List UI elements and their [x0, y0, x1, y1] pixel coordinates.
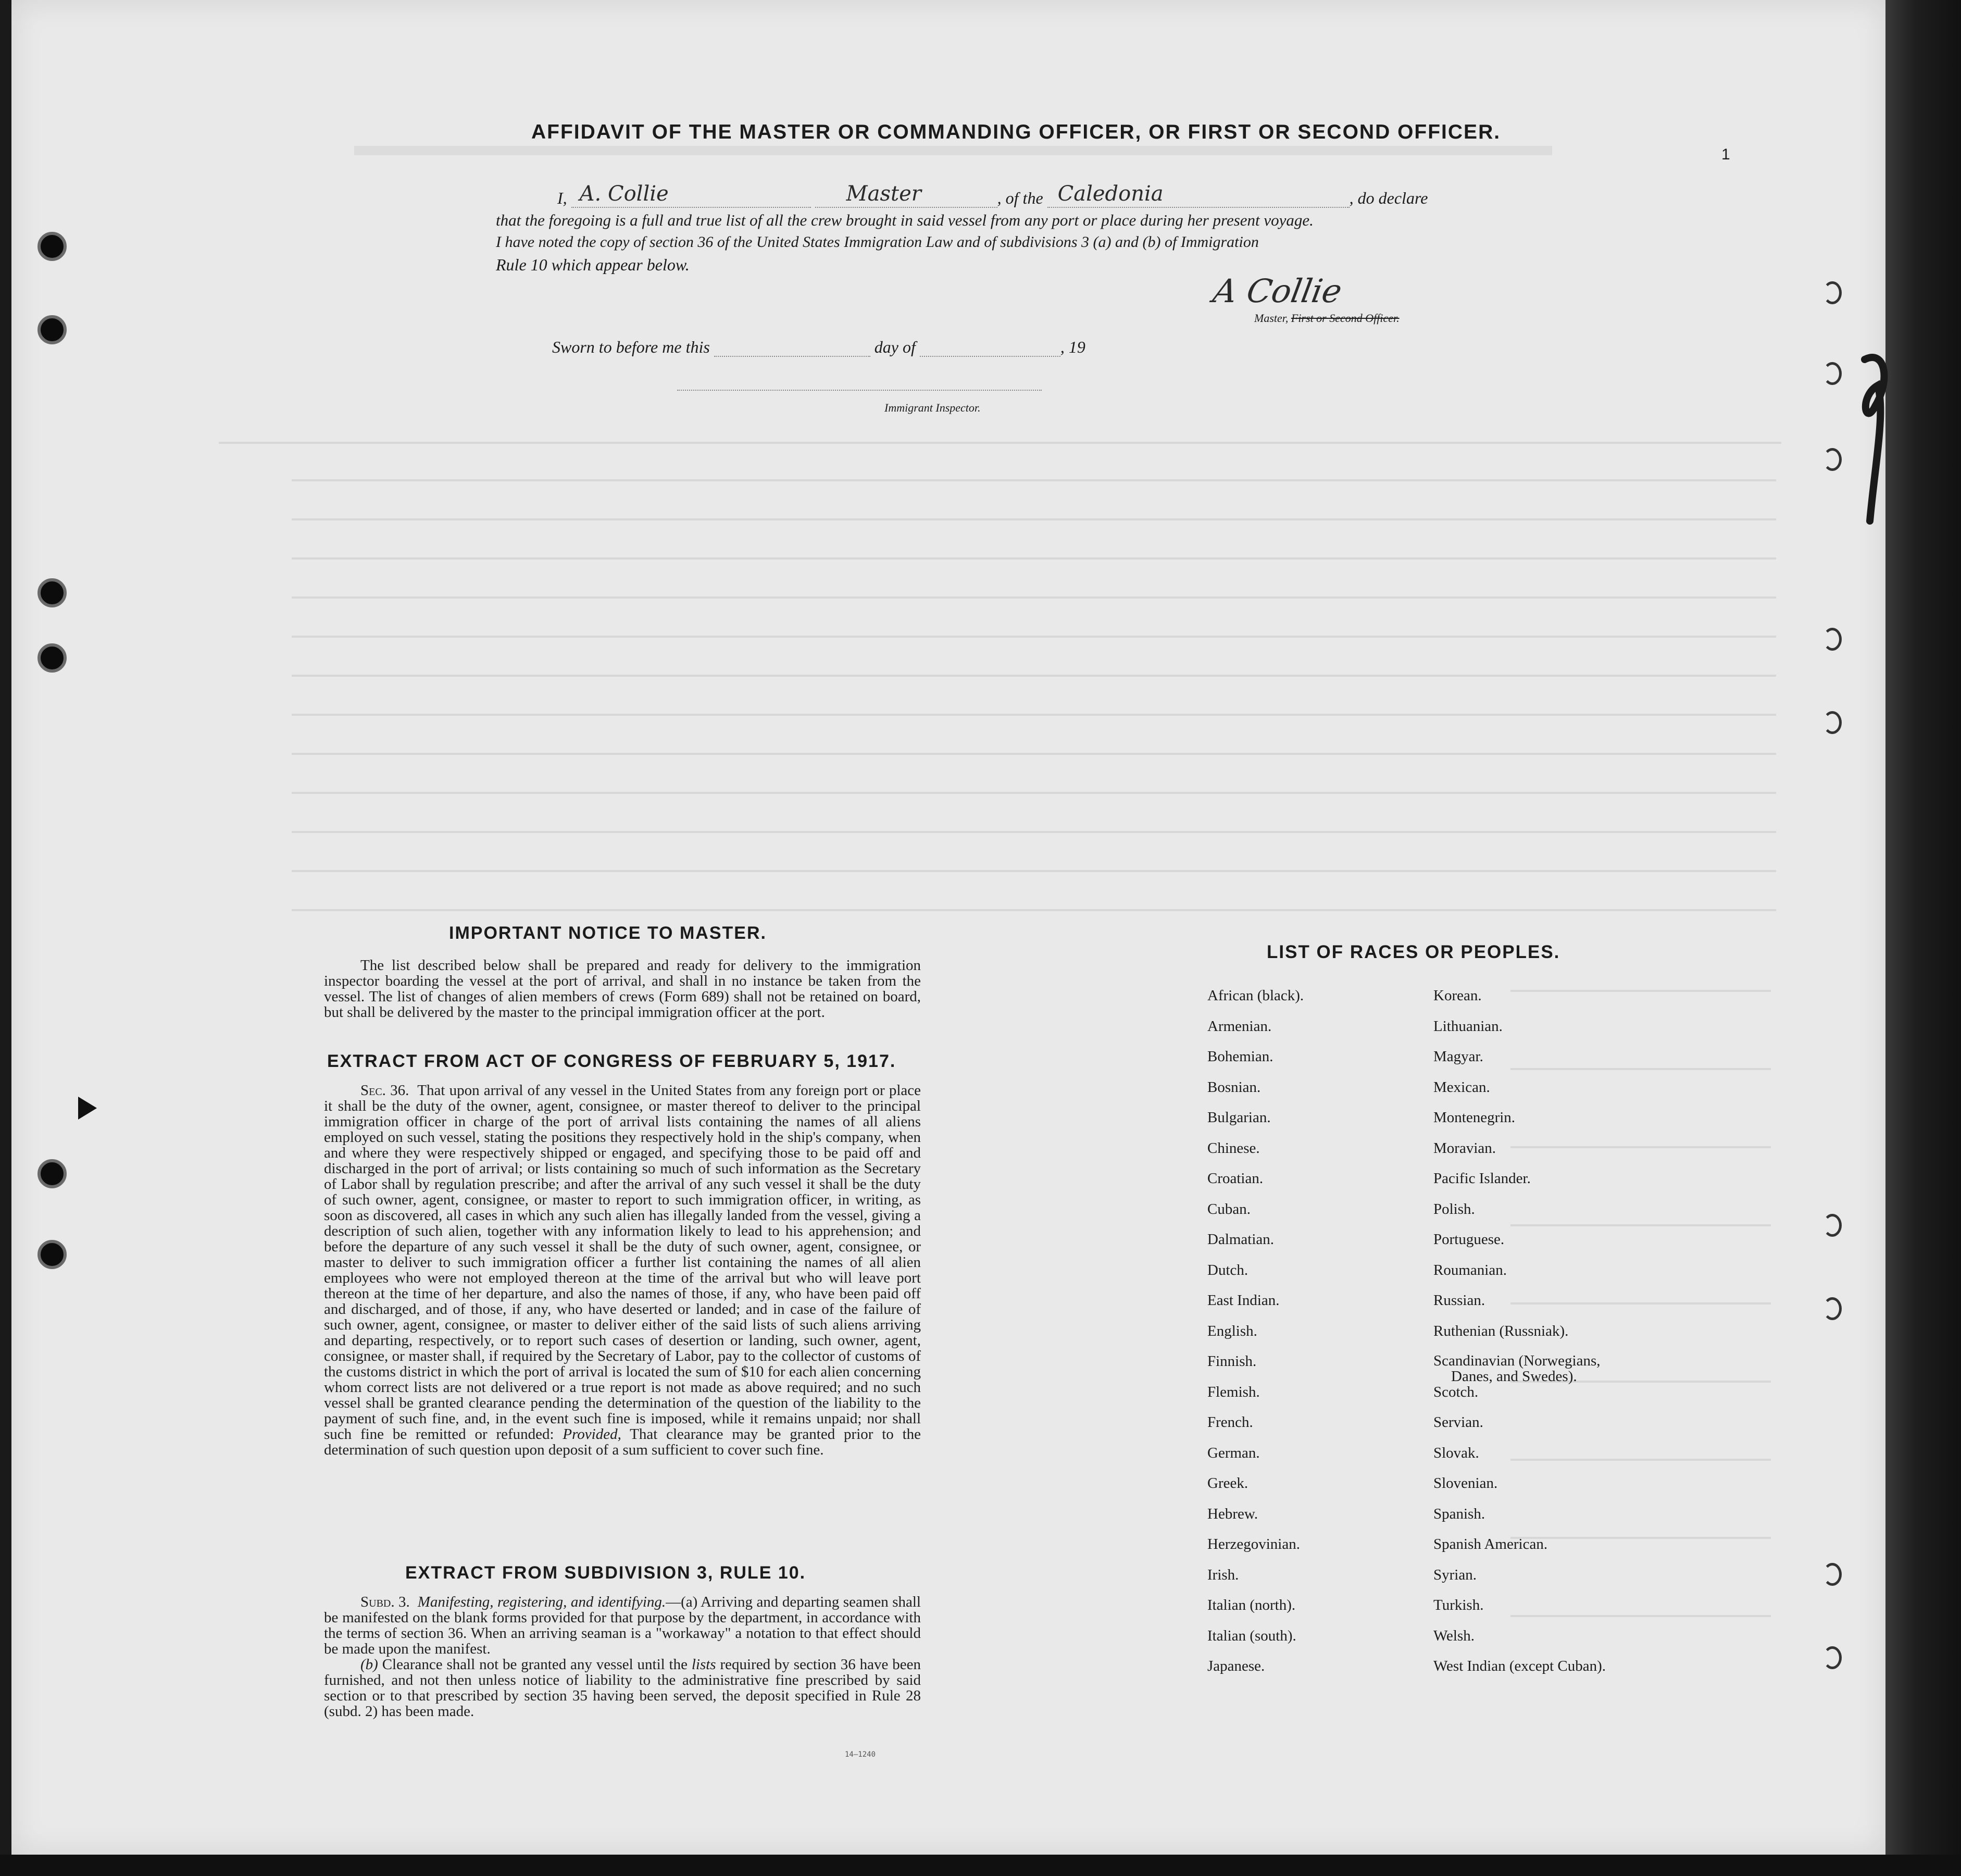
signature-caption-master: Master,	[1254, 312, 1289, 325]
bleed-through-ink-mark	[1854, 349, 1891, 526]
binder-hole	[38, 1240, 67, 1269]
race-item: French.	[1207, 1414, 1253, 1431]
bleed-through-line	[292, 597, 1776, 599]
binder-hole	[38, 232, 67, 261]
races-title: LIST OF RACES OR PEOPLES.	[1267, 942, 1560, 962]
affidavit-line-2: that the foregoing is a full and true list of all the crew brought in said vessel from any port or place during her present voyage.	[496, 211, 1314, 229]
name-field	[571, 182, 811, 208]
race-item: Mexican.	[1433, 1078, 1490, 1096]
race-item: Japanese.	[1207, 1658, 1265, 1674]
bleed-through-hole	[1823, 628, 1842, 651]
race-item: Welsh.	[1433, 1627, 1475, 1644]
vessel-field	[1047, 182, 1350, 208]
sworn-day-field	[714, 340, 870, 357]
race-item: Korean.	[1433, 987, 1482, 1004]
form-number: 14—1240	[845, 1750, 876, 1759]
bleed-through-line	[219, 442, 1781, 444]
binder-hole	[38, 643, 67, 673]
race-item: Bohemian.	[1207, 1048, 1273, 1065]
affidavit-heading: AFFIDAVIT OF THE MASTER OR COMMANDING OFFICER, OR FIRST OR SECOND OFFICER.	[531, 121, 1501, 143]
race-item: Hebrew.	[1207, 1505, 1258, 1522]
bleed-through-line	[292, 714, 1776, 716]
bleed-through-heading	[354, 146, 1552, 155]
race-item: English.	[1207, 1322, 1257, 1339]
para-a: —(a) Arriving and departing seamen shall be manifested on the blank forms provided for that purpose by the department, in accordance with the terms of section 36. When an arriving seaman is a "workaway" a notation to that effect should be made upon the manifest.	[324, 1594, 921, 1657]
race-item: Magyar.	[1433, 1048, 1483, 1065]
bleed-through-line	[292, 479, 1776, 481]
year-prefix: , 19	[1060, 338, 1085, 356]
race-item: Dutch.	[1207, 1261, 1248, 1278]
race-item: Montenegrin.	[1433, 1109, 1516, 1126]
race-item: Servian.	[1433, 1414, 1483, 1431]
race-item: African (black).	[1207, 987, 1304, 1004]
bleed-through-line	[292, 870, 1776, 872]
race-item: Moravian.	[1433, 1139, 1496, 1157]
extract-act-title: EXTRACT FROM ACT OF CONGRESS OF FEBRUARY 5, 1917.	[327, 1051, 896, 1071]
race-item: Lithuanian.	[1433, 1017, 1503, 1035]
rank-field	[815, 182, 997, 208]
race-item: Pacific Islander.	[1433, 1170, 1531, 1187]
race-item: Flemish.	[1207, 1383, 1260, 1400]
bleed-through-hole	[1823, 1563, 1842, 1586]
race-item: Scandinavian (Norwegians,	[1433, 1352, 1601, 1369]
race-item: Syrian.	[1433, 1566, 1477, 1583]
para-b-label: (b)	[360, 1656, 378, 1673]
race-item: Slovak.	[1433, 1444, 1479, 1461]
affidavit-line-1	[557, 182, 1484, 208]
race-item: Russian.	[1433, 1292, 1485, 1309]
race-item: Italian (north).	[1207, 1597, 1296, 1613]
race-item: Dalmatian.	[1207, 1231, 1275, 1248]
master-signature: A Collie	[1210, 272, 1345, 310]
rank-handwritten: Master	[846, 182, 921, 206]
race-item: Scotch.	[1433, 1383, 1479, 1400]
race-item: Greek.	[1207, 1475, 1248, 1492]
sworn-month-field	[920, 340, 1060, 357]
bleed-through-hole	[1823, 1646, 1842, 1669]
inspector-caption: Immigrant Inspector.	[884, 401, 981, 414]
race-item: Irish.	[1207, 1566, 1239, 1583]
notice-body	[324, 958, 921, 1020]
bleed-through-hole	[1823, 281, 1842, 304]
bleed-through-line	[292, 557, 1776, 560]
bleed-through-hole	[1823, 362, 1842, 385]
race-item: Spanish American.	[1433, 1536, 1548, 1552]
extract-rule-title: EXTRACT FROM SUBDIVISION 3, RULE 10.	[405, 1563, 806, 1583]
bleed-through-hole	[1823, 1297, 1842, 1320]
para-b-1: Clearance shall not be granted any vessel until the	[382, 1656, 688, 1673]
inspector-signature-line	[677, 390, 1042, 391]
binder-hole	[38, 1159, 67, 1188]
binder-hole	[38, 578, 67, 607]
notice-text: The list described below shall be prepared and ready for delivery to the immigration inspector boarding the vessel at the port of arrival, and shall in no instance be taken from the vessel. The list of changes of alien members of crews (Form 689) shall not be retained on board, but shall be delivered by the master to the principal immigration officer at the port.	[324, 957, 921, 1021]
bleed-through-hole	[1823, 711, 1842, 734]
bleed-through-line	[292, 675, 1776, 677]
bleed-through-line	[292, 753, 1776, 755]
subd-label: Subd. 3.	[360, 1594, 410, 1610]
affidavit-line-3: I have noted the copy of section 36 of the United States Immigration Law and of subdivisions 3 (a) and (b) of Immigration	[496, 233, 1259, 251]
bleed-through-line	[292, 831, 1776, 833]
race-item: Slovenian.	[1433, 1475, 1498, 1492]
affidavit-line-4: Rule 10 which appear below.	[496, 255, 690, 274]
bleed-through-line	[292, 909, 1776, 911]
subd-heading: Manifesting, registering, and identifying.	[417, 1594, 666, 1610]
of-the-label: , of the	[997, 189, 1043, 207]
sworn-line	[552, 338, 1085, 357]
name-handwritten: A. Collie	[579, 182, 669, 206]
race-item: Spanish.	[1433, 1505, 1485, 1522]
race-item-continuation: Danes, and Swedes).	[1451, 1368, 1577, 1385]
bleed-through-line	[292, 518, 1776, 520]
para-b-2: required by section 36 have been furnished, and not then unless notice of liability to the administrative fine prescribed by said section or to that prescribed by section 35 having been served, the deposit specified in Rule 28 (subd. 2) has been made.	[324, 1656, 921, 1720]
race-item: Portuguese.	[1433, 1231, 1505, 1248]
race-item: Croatian.	[1207, 1170, 1264, 1187]
do-declare-label: , do declare	[1349, 189, 1428, 207]
notice-title: IMPORTANT NOTICE TO MASTER.	[449, 923, 767, 943]
race-item: Cuban.	[1207, 1200, 1251, 1217]
page-mark	[78, 1097, 97, 1120]
sworn-prefix: Sworn to before me this	[552, 338, 710, 356]
vessel-handwritten: Caledonia	[1057, 182, 1164, 206]
signature-caption-struck: First or Second Officer.	[1291, 312, 1400, 325]
bottom-edge-shadow	[0, 1855, 1961, 1876]
races-left-column	[1207, 987, 1304, 1688]
bleed-through-hole	[1823, 1214, 1842, 1237]
race-item: West Indian (except Cuban).	[1433, 1658, 1606, 1674]
race-item: Bulgarian.	[1207, 1109, 1271, 1126]
extract-act-text-end: That clearance may be granted prior to the determination of such question upon deposit of a sum sufficient to cover such fine.	[324, 1426, 921, 1458]
race-item: Italian (south).	[1207, 1627, 1296, 1644]
corner-mark: 1	[1721, 146, 1730, 163]
page-edge-shadow	[1885, 0, 1961, 1876]
provided-label: Provided,	[563, 1426, 621, 1443]
bleed-through-line	[292, 792, 1776, 794]
race-item: East Indian.	[1207, 1292, 1280, 1309]
race-item: Armenian.	[1207, 1017, 1272, 1035]
binder-hole	[38, 315, 67, 344]
race-item: Herzegovinian.	[1207, 1536, 1300, 1552]
extract-rule-body	[324, 1594, 921, 1719]
extract-act-body	[324, 1083, 921, 1458]
bleed-through-hole	[1823, 448, 1842, 471]
extract-act-text: That upon arrival of any vessel in the United States from any foreign port or place it shall be the duty of the owner, agent, consignee, or master thereof to deliver to the principal immigration officer in charge of the port of arrival lists containing the names of all aliens employed on such vessel, stating the positions they respectively hold in the ship's company, when and where they were respectively shipped or engaged, and specifying those to be paid off and discharged in the port of arrival; or lists containing so much of such information as the Secretary of Labor shall by regulation prescribe; and after the arrival of any such vessel it shall be the duty of such owner, agent, consignee, or master to report to such immigration officer, in writing, as soon as discovered, all cases in which any such alien has illegally landed from the vessel, giving a description of such alien, together with any information likely to lead to his apprehension; and before the departure of any such vessel it shall be the duty of such owner, agent, consignee, or master to deliver to such immigration officer a further list containing the names of all alien employees who were not employed thereon at the time of the arrival but who will leave port thereon at the time of her departure, and also the names of those, if any, who have been paid off and discharged, and of those, if any, who have deserted or landed; and in case of the failure of such owner, agent, consignee, or master to deliver either of the said lists of such aliens arriving and departing, respectively, or to report such cases of desertion or landing, such owner, agent, consignee, or master shall, if required by the Secretary of Labor, pay to the collector of customs of the customs district in which the port of arrival is located the sum of $10 for each alien concerning whom correct lists are not delivered or a true report is not made as above required; and no such vessel shall be granted clearance pending the determination of the question of the liability to the payment of such fine, and, in the event such fine is imposed, while it remains unpaid; nor shall such fine be remitted or refunded:	[324, 1082, 921, 1443]
race-item: Polish.	[1433, 1200, 1475, 1217]
race-item: Roumanian.	[1433, 1261, 1507, 1278]
para-b-lists: lists	[691, 1656, 716, 1673]
races-right-column	[1433, 987, 1606, 1688]
sec-label: Sec. 36.	[360, 1082, 409, 1099]
affidavit-prefix: I,	[557, 189, 567, 207]
race-item: Bosnian.	[1207, 1078, 1261, 1096]
race-item: Finnish.	[1207, 1353, 1257, 1370]
signature-caption	[1254, 312, 1400, 325]
race-item: German.	[1207, 1444, 1260, 1461]
race-item: Ruthenian (Russniak).	[1433, 1322, 1569, 1339]
day-of-label: day of	[874, 338, 916, 356]
race-item: Chinese.	[1207, 1139, 1260, 1157]
bleed-through-line	[292, 636, 1776, 638]
race-item: Turkish.	[1433, 1597, 1484, 1613]
race-item-scandinavian	[1433, 1353, 1606, 1384]
